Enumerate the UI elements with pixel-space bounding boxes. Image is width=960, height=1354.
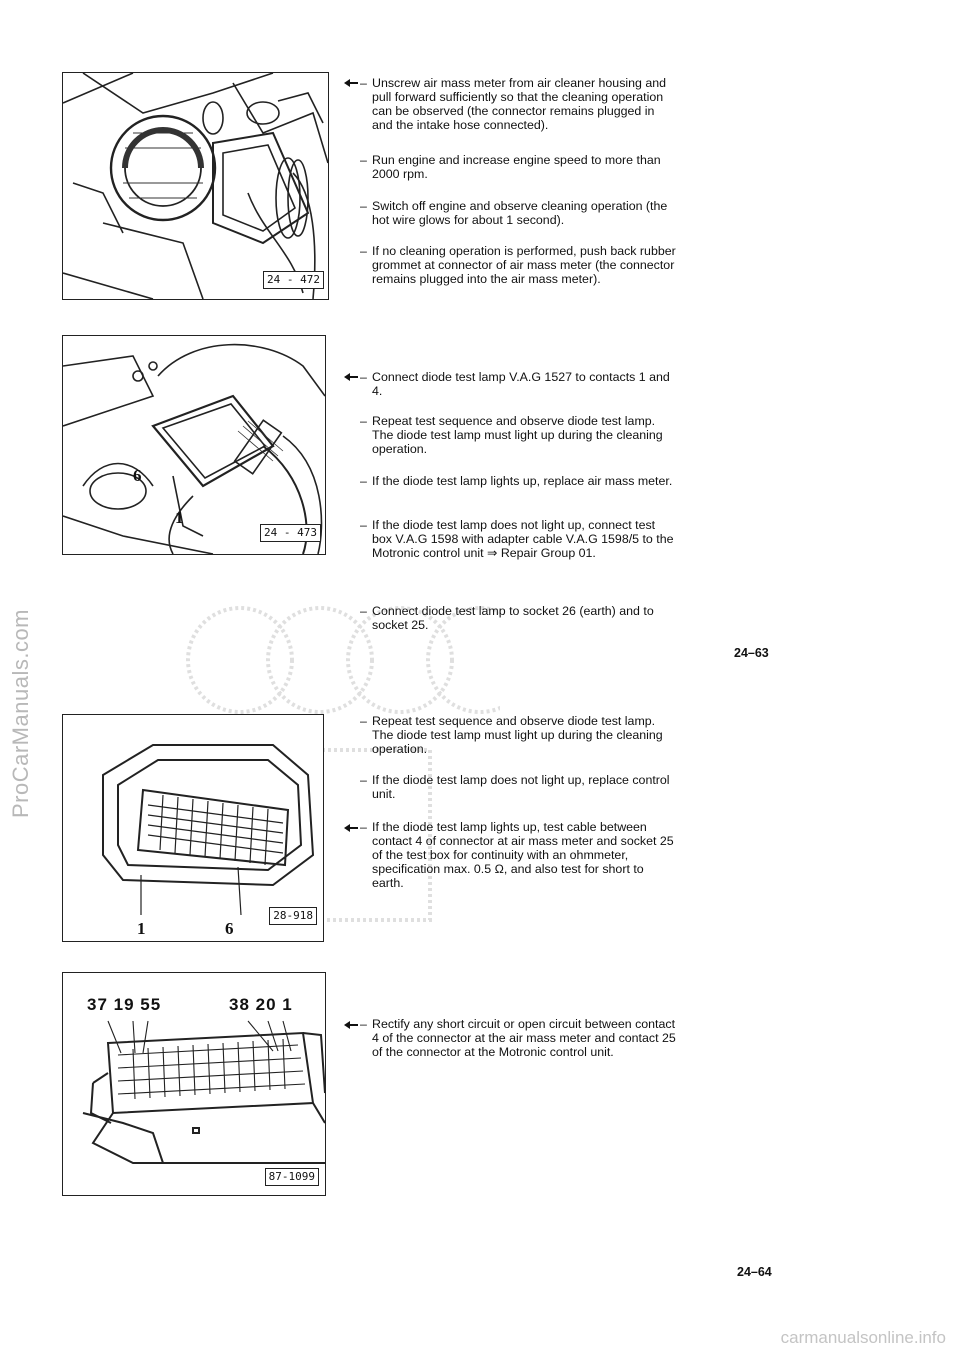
- figure-ref-3: 28-918: [269, 907, 317, 925]
- callout-6: 6: [225, 919, 234, 938]
- pin-labels-right: 38 20 1: [229, 995, 293, 1014]
- arrow-indicator-icon: [344, 1021, 358, 1029]
- step-text: – If the diode test lamp does not light up, connect test box V.A.G 1598 with adapter cable V.A.G 1598/5 to the Motronic control unit ⇒ Repair Group 01.: [360, 518, 674, 560]
- figure-air-mass-meter-housing: [62, 72, 329, 300]
- page-number: 24–64: [737, 1265, 772, 1279]
- arrow-indicator-icon: [344, 824, 358, 832]
- callout-6: 6: [133, 466, 142, 485]
- figure-air-mass-meter-connector: [62, 335, 326, 555]
- footer-watermark: carmanualsonline.info: [780, 1328, 946, 1347]
- step-text: – Unscrew air mass meter from air cleaner housing and pull forward sufficiently so that the cleaning operation can be observed (the connector remains plugged in and the intake hose connected).: [360, 76, 667, 132]
- step-text: – If the diode test lamp lights up, replace air mass meter.: [360, 474, 673, 488]
- step-text: – If the diode test lamp lights up, test cable between contact 4 of connector at air mass meter and socket 25 of the test box for continuity with an ohmmeter, specification max. 0.5 Ω, and also test for short to earth.: [360, 820, 674, 890]
- air-mass-meter-illustration: [63, 336, 325, 554]
- step-text: – Connect diode test lamp V.A.G 1527 to contacts 1 and 4.: [360, 370, 670, 398]
- arrow-indicator-icon: [344, 373, 358, 381]
- figure-control-unit-connector: [62, 972, 326, 1196]
- step-text: – If the diode test lamp does not light up, replace control unit.: [360, 773, 670, 801]
- side-watermark: [6, 560, 36, 820]
- callout-1: 1: [137, 919, 146, 938]
- step-text: – Rectify any short circuit or open circuit between contact 4 of the connector at the air mass meter and contact 25 of the connector at the Motronic control unit.: [360, 1017, 676, 1059]
- step-text: – Switch off engine and observe cleaning operation (the hot wire glows for about 1 second).: [360, 199, 668, 227]
- side-watermark-text: ProCarManuals.com: [8, 608, 33, 818]
- step-text: – Repeat test sequence and observe diode test lamp. The diode test lamp must light up during the cleaning operation.: [360, 414, 663, 456]
- figure-ref-2: 24 - 473: [260, 524, 321, 542]
- step-text: – If no cleaning operation is performed, push back rubber grommet at connector of air mass meter (the connector remains plugged into the air mass meter).: [360, 244, 676, 286]
- figure-ref-4: 87-1099: [265, 1168, 319, 1186]
- page-number: 24–63: [734, 646, 769, 660]
- pin-labels-left: 37 19 55: [87, 995, 162, 1014]
- step-text: – Run engine and increase engine speed to more than 2000 rpm.: [360, 153, 661, 181]
- callout-1: 1: [175, 508, 184, 527]
- figure-connector-pins: [62, 714, 324, 942]
- step-text: – Repeat test sequence and observe diode test lamp. The diode test lamp must light up during the cleaning operation.: [360, 714, 663, 756]
- arrow-indicator-icon: [344, 79, 358, 87]
- figure-ref-1: 24 - 472: [263, 271, 324, 289]
- engine-bay-illustration: [63, 73, 328, 299]
- step-text: – Connect diode test lamp to socket 26 (earth) and to socket 25.: [360, 604, 654, 632]
